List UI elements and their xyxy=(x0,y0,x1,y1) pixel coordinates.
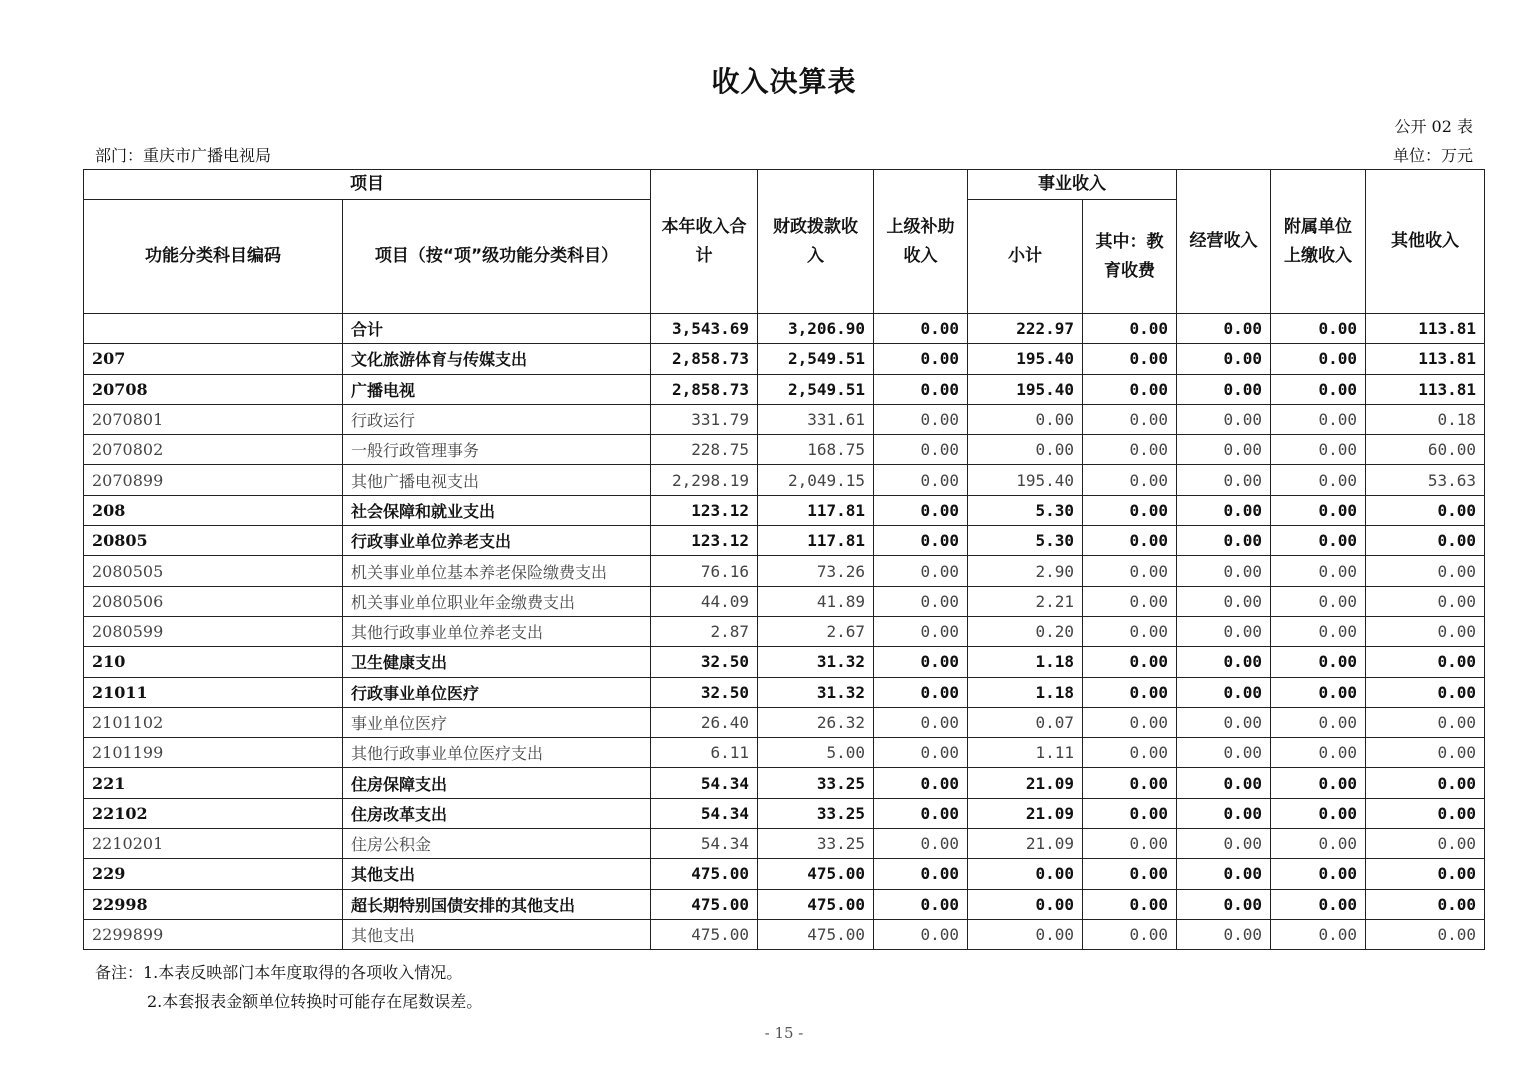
cell-fiscal: 2,549.51 xyxy=(758,374,874,404)
page-number: - 15 - xyxy=(764,1024,804,1042)
cell-name: 卫生健康支出 xyxy=(343,647,651,677)
cell-name: 行政事业单位养老支出 xyxy=(343,526,651,556)
cell-total: 44.09 xyxy=(651,586,758,616)
cell-superior: 0.00 xyxy=(874,435,968,465)
table-row xyxy=(84,586,1485,616)
cell-code: 20805 xyxy=(84,526,343,556)
cell-code: 2101102 xyxy=(84,707,343,737)
cell-name: 社会保障和就业支出 xyxy=(343,495,651,525)
cell-affiliated: 0.00 xyxy=(1271,829,1366,859)
cell-operating: 0.00 xyxy=(1177,738,1271,768)
cell-edu: 0.00 xyxy=(1083,495,1177,525)
cell-fiscal: 41.89 xyxy=(758,586,874,616)
table-row xyxy=(84,889,1485,919)
table-row xyxy=(84,768,1485,798)
cell-operating: 0.00 xyxy=(1177,919,1271,949)
cell-superior: 0.00 xyxy=(874,889,968,919)
cell-name: 其他支出 xyxy=(343,919,651,949)
cell-total: 228.75 xyxy=(651,435,758,465)
cell-subtotal: 0.00 xyxy=(968,919,1083,949)
cell-affiliated: 0.00 xyxy=(1271,314,1366,344)
cell-edu: 0.00 xyxy=(1083,919,1177,949)
cell-operating: 0.00 xyxy=(1177,586,1271,616)
cell-superior: 0.00 xyxy=(874,495,968,525)
cell-superior: 0.00 xyxy=(874,707,968,737)
cell-affiliated: 0.00 xyxy=(1271,919,1366,949)
cell-affiliated: 0.00 xyxy=(1271,404,1366,434)
cell-edu: 0.00 xyxy=(1083,889,1177,919)
cell-code: 207 xyxy=(84,344,343,374)
cell-subtotal: 222.97 xyxy=(968,314,1083,344)
department-label: 部门：重庆市广播电视局 xyxy=(95,146,272,165)
table-body xyxy=(84,314,1485,950)
cell-code: 2070801 xyxy=(84,404,343,434)
cell-edu: 0.00 xyxy=(1083,677,1177,707)
cell-code: 2070899 xyxy=(84,465,343,495)
cell-subtotal: 195.40 xyxy=(968,374,1083,404)
cell-total: 26.40 xyxy=(651,707,758,737)
cell-total: 6.11 xyxy=(651,738,758,768)
cell-other: 0.00 xyxy=(1366,798,1485,828)
cell-affiliated: 0.00 xyxy=(1271,616,1366,646)
cell-other: 113.81 xyxy=(1366,314,1485,344)
cell-total: 32.50 xyxy=(651,647,758,677)
cell-name: 合计 xyxy=(343,314,651,344)
cell-edu: 0.00 xyxy=(1083,798,1177,828)
cell-other: 0.00 xyxy=(1366,647,1485,677)
cell-operating: 0.00 xyxy=(1177,859,1271,889)
cell-fiscal: 331.61 xyxy=(758,404,874,434)
cell-other: 113.81 xyxy=(1366,374,1485,404)
cell-total: 2,298.19 xyxy=(651,465,758,495)
cell-name: 机关事业单位职业年金缴费支出 xyxy=(343,586,651,616)
cell-affiliated: 0.00 xyxy=(1271,677,1366,707)
cell-superior: 0.00 xyxy=(874,586,968,616)
cell-fiscal: 5.00 xyxy=(758,738,874,768)
cell-operating: 0.00 xyxy=(1177,677,1271,707)
cell-edu: 0.00 xyxy=(1083,314,1177,344)
cell-superior: 0.00 xyxy=(874,919,968,949)
cell-name: 行政事业单位医疗 xyxy=(343,677,651,707)
cell-affiliated: 0.00 xyxy=(1271,798,1366,828)
cell-affiliated: 0.00 xyxy=(1271,374,1366,404)
cell-name: 超长期特别国债安排的其他支出 xyxy=(343,889,651,919)
cell-subtotal: 21.09 xyxy=(968,829,1083,859)
cell-name: 住房公积金 xyxy=(343,829,651,859)
cell-subtotal: 1.18 xyxy=(968,677,1083,707)
header-subtotal: 小计 xyxy=(968,200,1083,314)
cell-name: 机关事业单位基本养老保险缴费支出 xyxy=(343,556,651,586)
cell-superior: 0.00 xyxy=(874,647,968,677)
table-row xyxy=(84,647,1485,677)
header-affiliated: 附属单位上缴收入 xyxy=(1271,170,1366,314)
cell-edu: 0.00 xyxy=(1083,616,1177,646)
income-table xyxy=(83,169,1485,950)
header-item-group: 项目 xyxy=(84,170,651,200)
cell-subtotal: 21.09 xyxy=(968,798,1083,828)
cell-superior: 0.00 xyxy=(874,314,968,344)
cell-fiscal: 475.00 xyxy=(758,919,874,949)
cell-name: 文化旅游体育与传媒支出 xyxy=(343,344,651,374)
cell-other: 0.00 xyxy=(1366,707,1485,737)
table-row xyxy=(84,798,1485,828)
cell-superior: 0.00 xyxy=(874,829,968,859)
cell-other: 0.00 xyxy=(1366,889,1485,919)
cell-affiliated: 0.00 xyxy=(1271,435,1366,465)
cell-fiscal: 2,049.15 xyxy=(758,465,874,495)
table-row xyxy=(84,404,1485,434)
cell-edu: 0.00 xyxy=(1083,859,1177,889)
cell-other: 113.81 xyxy=(1366,344,1485,374)
cell-code: 20708 xyxy=(84,374,343,404)
cell-total: 2,858.73 xyxy=(651,344,758,374)
cell-name: 广播电视 xyxy=(343,374,651,404)
cell-other: 60.00 xyxy=(1366,435,1485,465)
cell-code: 229 xyxy=(84,859,343,889)
table-row xyxy=(84,344,1485,374)
header-total: 本年收入合计 xyxy=(651,170,758,314)
table-row xyxy=(84,919,1485,949)
header-edu: 其中：教育收费 xyxy=(1083,200,1177,314)
cell-subtotal: 1.11 xyxy=(968,738,1083,768)
cell-name: 住房保障支出 xyxy=(343,768,651,798)
cell-other: 0.00 xyxy=(1366,919,1485,949)
cell-name: 其他行政事业单位养老支出 xyxy=(343,616,651,646)
header-business-group: 事业收入 xyxy=(968,170,1177,200)
cell-operating: 0.00 xyxy=(1177,404,1271,434)
cell-total: 331.79 xyxy=(651,404,758,434)
cell-other: 0.00 xyxy=(1366,616,1485,646)
cell-other: 0.00 xyxy=(1366,677,1485,707)
cell-affiliated: 0.00 xyxy=(1271,465,1366,495)
cell-edu: 0.00 xyxy=(1083,374,1177,404)
cell-name: 住房改革支出 xyxy=(343,798,651,828)
cell-fiscal: 168.75 xyxy=(758,435,874,465)
cell-subtotal: 0.20 xyxy=(968,616,1083,646)
cell-subtotal: 1.18 xyxy=(968,647,1083,677)
table-row xyxy=(84,495,1485,525)
cell-operating: 0.00 xyxy=(1177,829,1271,859)
cell-affiliated: 0.00 xyxy=(1271,556,1366,586)
header-operating: 经营收入 xyxy=(1177,170,1271,314)
cell-edu: 0.00 xyxy=(1083,586,1177,616)
cell-fiscal: 117.81 xyxy=(758,495,874,525)
table-row xyxy=(84,374,1485,404)
cell-name: 其他行政事业单位医疗支出 xyxy=(343,738,651,768)
cell-affiliated: 0.00 xyxy=(1271,889,1366,919)
cell-edu: 0.00 xyxy=(1083,404,1177,434)
cell-operating: 0.00 xyxy=(1177,435,1271,465)
cell-total: 475.00 xyxy=(651,889,758,919)
cell-code: 221 xyxy=(84,768,343,798)
cell-subtotal: 0.00 xyxy=(968,889,1083,919)
cell-superior: 0.00 xyxy=(874,798,968,828)
cell-fiscal: 117.81 xyxy=(758,526,874,556)
table-row xyxy=(84,738,1485,768)
cell-name: 事业单位医疗 xyxy=(343,707,651,737)
cell-superior: 0.00 xyxy=(874,374,968,404)
cell-name: 一般行政管理事务 xyxy=(343,435,651,465)
cell-total: 32.50 xyxy=(651,677,758,707)
cell-superior: 0.00 xyxy=(874,465,968,495)
cell-subtotal: 0.00 xyxy=(968,435,1083,465)
cell-superior: 0.00 xyxy=(874,677,968,707)
notes xyxy=(95,958,482,1016)
table-row xyxy=(84,859,1485,889)
header-fiscal: 财政拨款收入 xyxy=(758,170,874,314)
cell-other: 53.63 xyxy=(1366,465,1485,495)
cell-fiscal: 73.26 xyxy=(758,556,874,586)
cell-total: 54.34 xyxy=(651,798,758,828)
cell-name: 行政运行 xyxy=(343,404,651,434)
cell-operating: 0.00 xyxy=(1177,707,1271,737)
cell-operating: 0.00 xyxy=(1177,616,1271,646)
cell-fiscal: 33.25 xyxy=(758,829,874,859)
table-row xyxy=(84,829,1485,859)
cell-affiliated: 0.00 xyxy=(1271,526,1366,556)
cell-code: 22998 xyxy=(84,889,343,919)
cell-superior: 0.00 xyxy=(874,859,968,889)
table-row xyxy=(84,677,1485,707)
cell-superior: 0.00 xyxy=(874,556,968,586)
cell-fiscal: 2.67 xyxy=(758,616,874,646)
cell-total: 475.00 xyxy=(651,859,758,889)
cell-edu: 0.00 xyxy=(1083,556,1177,586)
cell-edu: 0.00 xyxy=(1083,465,1177,495)
cell-subtotal: 21.09 xyxy=(968,768,1083,798)
cell-edu: 0.00 xyxy=(1083,829,1177,859)
cell-subtotal: 2.21 xyxy=(968,586,1083,616)
cell-code xyxy=(84,314,343,344)
cell-other: 0.00 xyxy=(1366,829,1485,859)
cell-fiscal: 33.25 xyxy=(758,768,874,798)
cell-superior: 0.00 xyxy=(874,738,968,768)
cell-subtotal: 195.40 xyxy=(968,344,1083,374)
cell-subtotal: 0.07 xyxy=(968,707,1083,737)
cell-code: 210 xyxy=(84,647,343,677)
cell-total: 2,858.73 xyxy=(651,374,758,404)
cell-subtotal: 5.30 xyxy=(968,526,1083,556)
cell-subtotal: 0.00 xyxy=(968,404,1083,434)
cell-operating: 0.00 xyxy=(1177,526,1271,556)
cell-subtotal: 195.40 xyxy=(968,465,1083,495)
cell-subtotal: 0.00 xyxy=(968,859,1083,889)
cell-fiscal: 475.00 xyxy=(758,889,874,919)
table-row xyxy=(84,616,1485,646)
cell-operating: 0.00 xyxy=(1177,495,1271,525)
cell-total: 475.00 xyxy=(651,919,758,949)
cell-code: 2070802 xyxy=(84,435,343,465)
table-row xyxy=(84,707,1485,737)
cell-operating: 0.00 xyxy=(1177,314,1271,344)
cell-code: 2080599 xyxy=(84,616,343,646)
cell-affiliated: 0.00 xyxy=(1271,707,1366,737)
cell-code: 2210201 xyxy=(84,829,343,859)
cell-code: 2080505 xyxy=(84,556,343,586)
cell-other: 0.00 xyxy=(1366,495,1485,525)
cell-affiliated: 0.00 xyxy=(1271,859,1366,889)
cell-affiliated: 0.00 xyxy=(1271,344,1366,374)
cell-edu: 0.00 xyxy=(1083,344,1177,374)
header-superior: 上级补助收入 xyxy=(874,170,968,314)
cell-total: 76.16 xyxy=(651,556,758,586)
cell-name: 其他支出 xyxy=(343,859,651,889)
header-name: 项目（按“项”级功能分类科目） xyxy=(343,200,651,314)
cell-fiscal: 3,206.90 xyxy=(758,314,874,344)
cell-code: 208 xyxy=(84,495,343,525)
cell-subtotal: 2.90 xyxy=(968,556,1083,586)
cell-operating: 0.00 xyxy=(1177,465,1271,495)
cell-code: 2299899 xyxy=(84,919,343,949)
note-line-1: 备注：1.本表反映部门本年度取得的各项收入情况。 xyxy=(95,963,463,982)
cell-superior: 0.00 xyxy=(874,768,968,798)
note-line-2: 2.本套报表金额单位转换时可能存在尾数误差。 xyxy=(147,992,483,1011)
cell-edu: 0.00 xyxy=(1083,768,1177,798)
cell-affiliated: 0.00 xyxy=(1271,586,1366,616)
cell-superior: 0.00 xyxy=(874,616,968,646)
unit-label: 单位：万元 xyxy=(1392,146,1473,165)
cell-code: 2080506 xyxy=(84,586,343,616)
cell-superior: 0.00 xyxy=(874,344,968,374)
table-row xyxy=(84,556,1485,586)
cell-total: 54.34 xyxy=(651,768,758,798)
cell-other: 0.00 xyxy=(1366,768,1485,798)
table-row xyxy=(84,465,1485,495)
cell-total: 54.34 xyxy=(651,829,758,859)
cell-other: 0.00 xyxy=(1366,526,1485,556)
cell-operating: 0.00 xyxy=(1177,556,1271,586)
cell-edu: 0.00 xyxy=(1083,526,1177,556)
cell-other: 0.00 xyxy=(1366,859,1485,889)
cell-total: 2.87 xyxy=(651,616,758,646)
cell-operating: 0.00 xyxy=(1177,374,1271,404)
cell-total: 123.12 xyxy=(651,526,758,556)
table-row xyxy=(84,526,1485,556)
cell-total: 3,543.69 xyxy=(651,314,758,344)
cell-name: 其他广播电视支出 xyxy=(343,465,651,495)
cell-fiscal: 26.32 xyxy=(758,707,874,737)
cell-other: 0.00 xyxy=(1366,586,1485,616)
cell-superior: 0.00 xyxy=(874,404,968,434)
cell-fiscal: 31.32 xyxy=(758,677,874,707)
cell-fiscal: 33.25 xyxy=(758,798,874,828)
header-other: 其他收入 xyxy=(1366,170,1485,314)
cell-other: 0.00 xyxy=(1366,556,1485,586)
cell-total: 123.12 xyxy=(651,495,758,525)
cell-operating: 0.00 xyxy=(1177,768,1271,798)
cell-code: 2101199 xyxy=(84,738,343,768)
cell-affiliated: 0.00 xyxy=(1271,495,1366,525)
cell-edu: 0.00 xyxy=(1083,707,1177,737)
report-title: 收入决算表 xyxy=(711,65,857,98)
table-row xyxy=(84,435,1485,465)
cell-subtotal: 5.30 xyxy=(968,495,1083,525)
table-row xyxy=(84,314,1485,344)
cell-operating: 0.00 xyxy=(1177,344,1271,374)
cell-operating: 0.00 xyxy=(1177,889,1271,919)
cell-operating: 0.00 xyxy=(1177,647,1271,677)
cell-other: 0.18 xyxy=(1366,404,1485,434)
form-number: 公开 02 表 xyxy=(1394,117,1473,136)
cell-superior: 0.00 xyxy=(874,526,968,556)
cell-edu: 0.00 xyxy=(1083,647,1177,677)
cell-affiliated: 0.00 xyxy=(1271,738,1366,768)
cell-affiliated: 0.00 xyxy=(1271,647,1366,677)
cell-code: 22102 xyxy=(84,798,343,828)
cell-operating: 0.00 xyxy=(1177,798,1271,828)
cell-code: 21011 xyxy=(84,677,343,707)
cell-fiscal: 31.32 xyxy=(758,647,874,677)
cell-fiscal: 2,549.51 xyxy=(758,344,874,374)
cell-edu: 0.00 xyxy=(1083,435,1177,465)
cell-affiliated: 0.00 xyxy=(1271,768,1366,798)
cell-edu: 0.00 xyxy=(1083,738,1177,768)
cell-fiscal: 475.00 xyxy=(758,859,874,889)
header-code: 功能分类科目编码 xyxy=(84,200,343,314)
cell-other: 0.00 xyxy=(1366,738,1485,768)
